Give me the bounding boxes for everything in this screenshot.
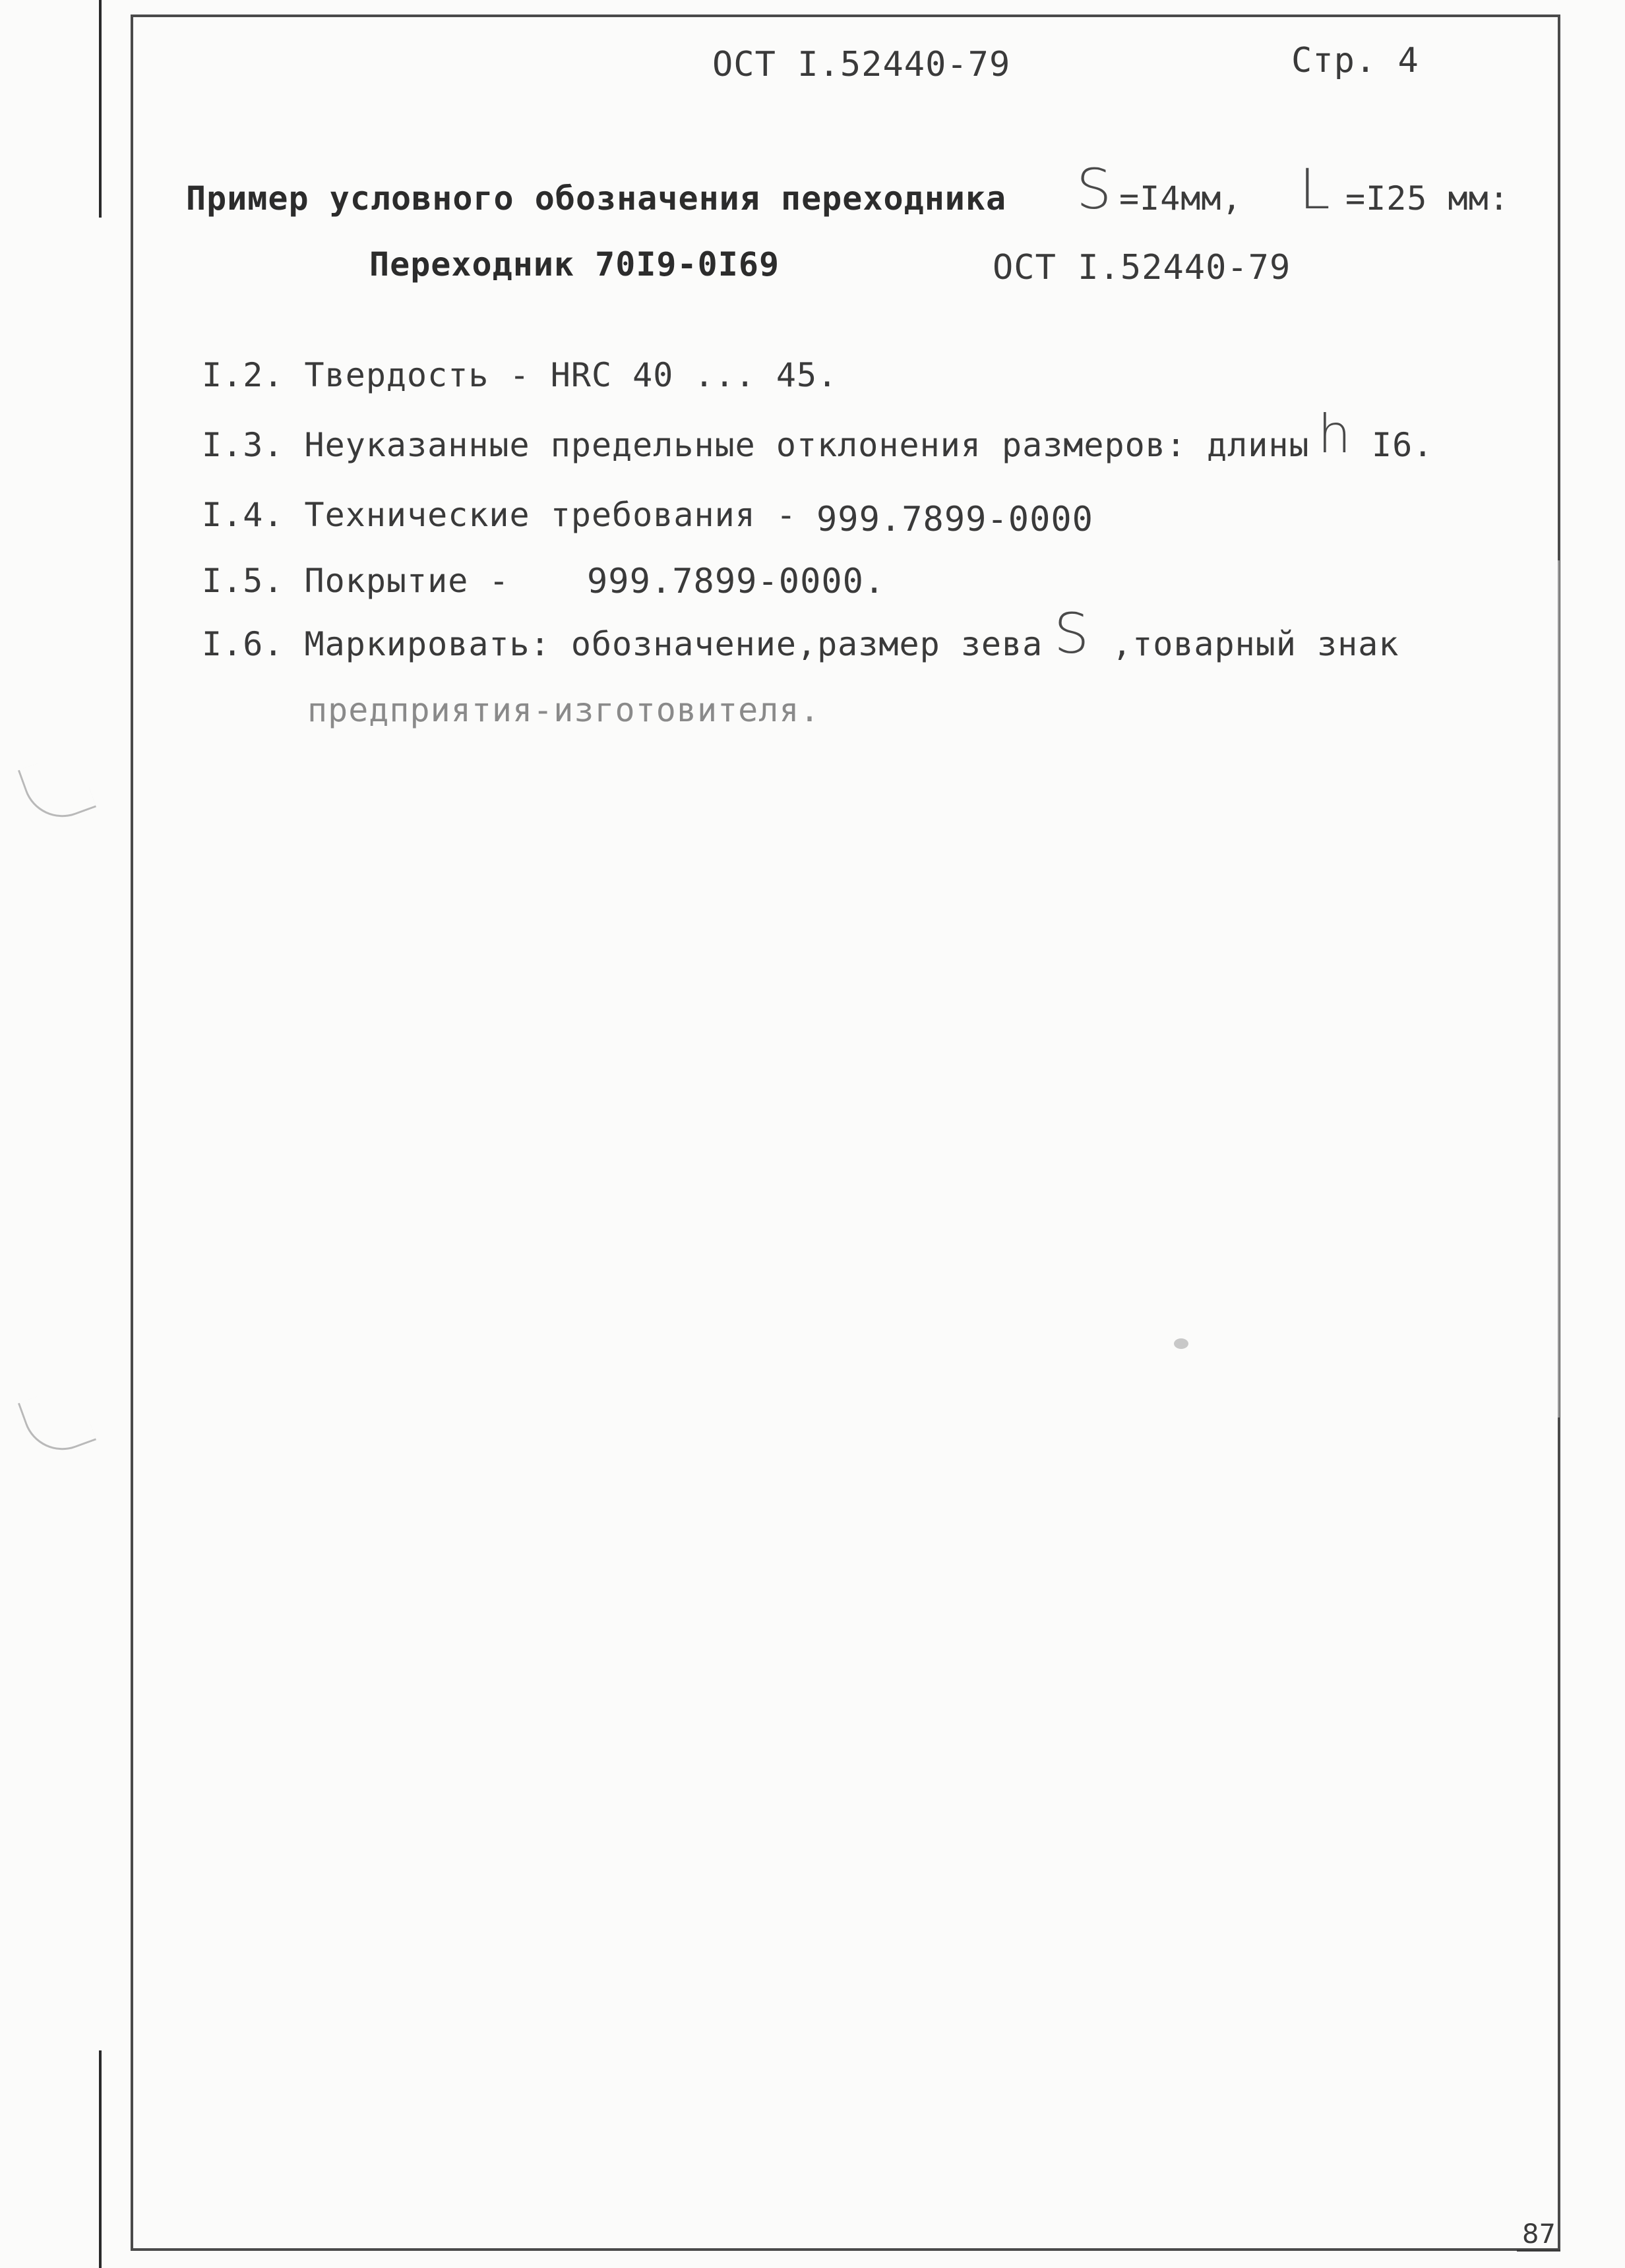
binding-line-bottom bbox=[99, 2050, 102, 2268]
item-technical-requirements: I.4. Технические требования - bbox=[202, 496, 797, 534]
l-symbol: L bbox=[1299, 157, 1330, 222]
item-marking: I.6. Маркировать: обозначение,размер зева bbox=[202, 625, 1043, 663]
page-frame bbox=[131, 15, 1560, 2251]
tolerance-grade: I6. bbox=[1372, 426, 1434, 464]
page-number: 87 bbox=[1522, 2219, 1556, 2250]
frame-shadow-line bbox=[1558, 560, 1560, 1418]
item-coating: I.5. Покрытие - bbox=[202, 562, 510, 600]
tolerance-symbol: h bbox=[1318, 403, 1351, 465]
designation: Переходник 70I9-0I69 bbox=[369, 245, 780, 284]
standard-code: ОСТ I.52440-79 bbox=[712, 45, 1011, 84]
binding-line-top bbox=[99, 0, 102, 218]
paper-stain bbox=[1174, 1338, 1188, 1349]
marking-rest: ,товарный знак bbox=[1112, 625, 1399, 663]
item-hardness: I.2. Твердость - HRC 40 ... 45. bbox=[202, 356, 838, 394]
s-symbol: S bbox=[1076, 157, 1112, 222]
item-tolerances: I.3. Неуказанные предельные отклонения размеров: длины bbox=[202, 426, 1310, 464]
marking-continuation: предприятия-изготовителя. bbox=[307, 691, 820, 729]
designation-standard: ОСТ I.52440-79 bbox=[993, 248, 1291, 287]
technical-requirements-value: 999.7899-0000 bbox=[816, 500, 1093, 539]
l-value: =I25 мм: bbox=[1345, 179, 1510, 218]
page-label: Стр. 4 bbox=[1291, 41, 1419, 80]
example-intro: Пример условного обозначения переходника bbox=[186, 179, 1007, 218]
coating-value: 999.7899-0000. bbox=[587, 562, 886, 601]
s-value: =I4мм, bbox=[1119, 179, 1242, 218]
marking-symbol: S bbox=[1054, 601, 1089, 666]
page-number-underline bbox=[1517, 2250, 1560, 2252]
